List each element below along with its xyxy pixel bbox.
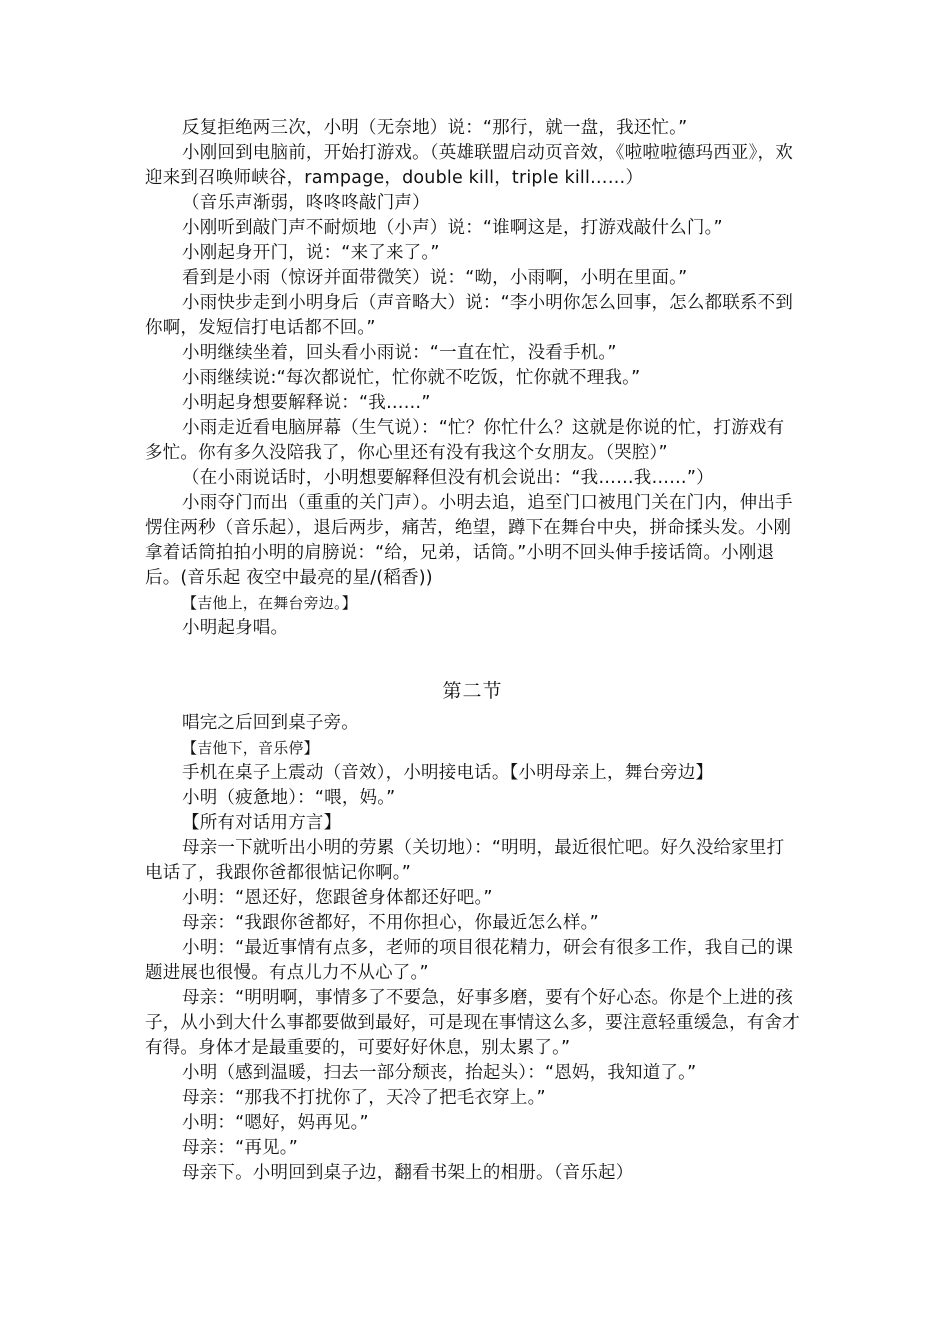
paragraph: 唱完之后回到桌子旁。 — [182, 713, 359, 733]
paragraph: 小明起身唱。 — [182, 618, 289, 638]
paragraph: 小雨夺门而出（重重的关门声）。小明去追，追至门口被甩门关在门内，伸出手愣住两秒（音乐起），退后两步，痛苦，绝望，蹲下在舞台中央，拼命揉头发。小刚拿着话筒拍拍小明的肩膀说：“给，兄弟，话筒。”小明不回头伸手接话筒。小刚退后。(音乐起 夜空中最亮的星/(稻香)) — [145, 493, 793, 588]
paragraph: 小明（感到温暖，扫去一部分颓丧，抬起头）：“恩妈，我知道了。” — [182, 1063, 697, 1083]
paragraph: 母亲：“我跟你爸都好，不用你担心，你最近怎么样。” — [182, 913, 599, 933]
paragraph: 小明（疲惫地）：“喂，妈。” — [182, 788, 396, 808]
paragraph: 母亲：“明明啊，事情多了不要急，好事多磨，要有个好心态。你是个上进的孩子，从小到大什么事都要做到最好，可是现在事情这么多，要注意轻重缓急，有舍才有得。身体才是最重要的，可要好好休息，别太累了。” — [145, 988, 800, 1058]
paragraph: 小雨继续说:“每次都说忙，忙你就不吃饭，忙你就不理我。” — [182, 368, 641, 388]
stage-direction: （音乐声渐弱，咚咚咚敲门声） — [182, 193, 430, 213]
paragraph: 小雨走近看电脑屏幕（生气说）：“忙？你忙什么？这就是你说的忙，打游戏有多忙。你有多久没陪我了，你心里还有没有我这个女朋友。（哭腔）” — [145, 418, 785, 463]
paragraph: 小刚听到敲门声不耐烦地（小声）说：“谁啊这是，打游戏敲什么门。” — [182, 218, 723, 238]
stage-direction: 【所有对话用方言】 — [182, 813, 342, 833]
paragraph: 看到是小雨（惊讶并面带微笑）说：“呦，小雨啊，小明在里面。” — [182, 268, 688, 288]
section-title: 第二节 — [442, 680, 503, 702]
paragraph: 小刚起身开门，说：“来了来了。” — [182, 243, 440, 263]
paragraph: 小明：“嗯好，妈再见。” — [182, 1113, 369, 1133]
paragraph: 母亲下。小明回到桌子边，翻看书架上的相册。（音乐起） — [182, 1163, 634, 1183]
paragraph: 小明：“恩还好，您跟爸身体都还好吧。” — [182, 888, 493, 908]
paragraph: 小明继续坐着，回头看小雨说：“一直在忙，没看手机。” — [182, 343, 617, 363]
paragraph: 小雨快步走到小明身后（声音略大）说：“李小明你怎么回事，怎么都联系不到你啊，发短信打电话都不回。” — [145, 293, 794, 338]
paragraph: 小明：“最近事情有点多，老师的项目很花精力，研会有很多工作，我自己的课题进展也很慢。有点儿力不从心了。” — [145, 938, 794, 983]
paragraph: 母亲：“再见。” — [182, 1138, 298, 1158]
paragraph: 反复拒绝两三次，小明（无奈地）说：“那行，就一盘，我还忙。” — [182, 118, 688, 138]
stage-direction: （在小雨说话时，小明想要解释但没有机会说出：“我……我……”） — [182, 468, 714, 488]
stage-direction: 【吉他上，在舞台旁边。】 — [182, 594, 357, 612]
paragraph: 手机在桌子上震动（音效），小明接电话。【小明母亲上，舞台旁边】 — [182, 763, 714, 783]
paragraph: 母亲一下就听出小明的劳累（关切地）：“明明，最近很忙吧。好久没给家里打电话了，我跟你爸都很惦记你啊。” — [145, 838, 785, 883]
paragraph: 小明起身想要解释说：“我……” — [182, 393, 431, 413]
stage-direction: 【吉他下，音乐停】 — [182, 739, 319, 757]
paragraph: 小刚回到电脑前，开始打游戏。（英雄联盟启动页音效，《啦啦啦德玛西亚》，欢迎来到召唤师峡谷，rampage，double kill，triple kill……） — [145, 143, 793, 188]
script-page — [145, 116, 800, 1186]
paragraph: 母亲：“那我不打扰你了，天冷了把毛衣穿上。” — [182, 1088, 546, 1108]
